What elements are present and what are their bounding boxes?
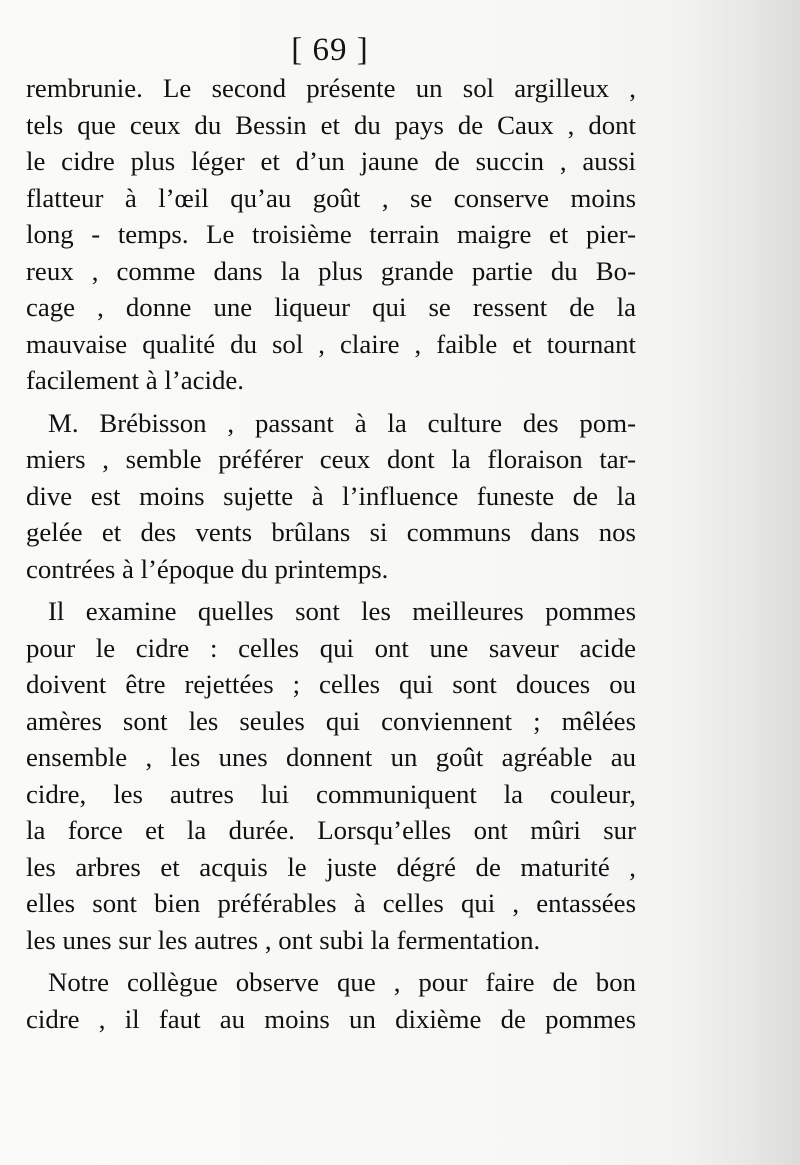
text-line: mauvaise qualité du sol , claire , faible et tournant [26,328,636,359]
text-line: les arbres et acquis le juste dégré de maturité , [26,851,636,882]
text-line: les unes sur les autres , ont subi la fermentation. [26,924,541,955]
page-number: [ 69 ] [291,32,369,68]
text-line: Notre collègue observe que , pour faire de bon [48,967,636,997]
text-line: cidre , il faut au moins un dixième de pommes [26,1003,636,1034]
text-line: miers , semble préférer ceux dont la floraison tar- [26,444,636,474]
text-line: elles sont bien préférables à celles qui , entassées [26,888,636,918]
text-line: gelée et des vents brûlans si communs dans nos [26,517,636,547]
text-line: cidre, les autres lui communiquent la couleur, [26,778,636,809]
page-edge-shadow [680,0,800,1165]
text-line: tels que ceux du Bessin et du pays de Caux , dont [26,109,636,140]
body-text [26,70,636,1037]
text-line: contrées à l’époque du printemps. [26,553,389,584]
text-line: facilement à l’acide. [26,365,244,395]
text-line: rembrunie. Le second présente un sol argilleux , [26,73,636,103]
text-line: long - temps. Le troisième terrain maigre et pier- [26,219,636,249]
text-line: le cidre plus léger et d’un jaune de succin , aussi [26,146,636,176]
text-line: la force et la durée. Lorsqu’elles ont mûri sur [26,815,636,845]
text-line: flatteur à l’œil qu’au goût , se conserve moins [26,182,636,213]
text-line: pour le cidre : celles qui ont une saveur acide [26,632,636,663]
text-line: amères sont les seules qui conviennent ; mêlées [26,705,636,736]
text-line: ensemble , les unes donnent un goût agréable au [26,742,636,772]
text-line: cage , donne une liqueur qui se ressent de la [26,292,636,322]
text-line: doivent être rejettées ; celles qui sont douces ou [26,669,636,699]
text-line: dive est moins sujette à l’influence funeste de la [26,480,636,511]
text-line: reux , comme dans la plus grande partie du Bo- [26,255,636,286]
text-line: M. Brébisson , passant à la culture des pom- [48,407,636,438]
text-line: Il examine quelles sont les meilleures pommes [48,596,636,626]
